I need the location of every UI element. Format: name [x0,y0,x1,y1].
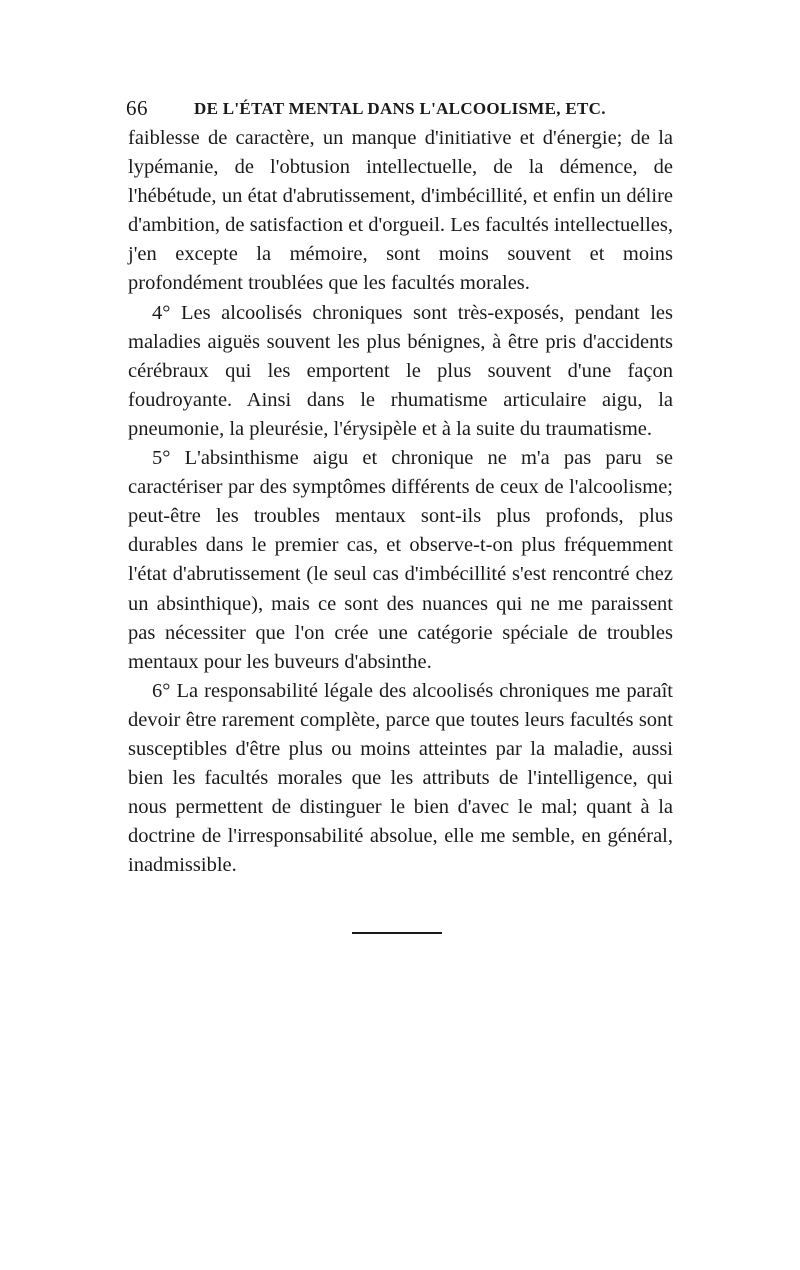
page-number: 66 [126,96,148,120]
end-rule [352,932,442,934]
paragraph-point-6: 6° La responsabilité légale des alcoolisés chroniques me paraît devoir être rarement complète, parce que toutes leurs facultés sont susceptibles d'être plus ou moins atteintes par la maladie, aussi bien les facultés morales que les attributs de l'intelligence, qui nous permettent de distinguer le bien d'avec le mal; quant à la doctrine de l'irresponsabilité absolue, elle me semble, en général, inadmissible. [128,679,673,877]
paragraph-continuation: faiblesse de caractère, un manque d'initiative et d'énergie; de la lypémanie, de l'obtusion intellectuelle, de la démence, de l'hébétude, un état d'abrutissement, d'imbécillité, et enfin un délire d'ambition, de satisfaction et d'orgueil. Les facultés intellectuelles, j'en excepte la mémoire, sont moins souvent et moins profondément troublées que les facultés morales. [128,127,673,295]
running-header [126,96,682,122]
paragraph-point-5: 5° L'absinthisme aigu et chronique ne m'a pas paru se caractériser par des symptômes différents de ceux de l'alcoolisme; peut-être les troubles mentaux sont-ils plus profonds, plus durables dans le premier cas, et observe-t-on plus fréquemment l'état d'abrutissement (le seul cas d'imbécillité s'est rencontré chez un absinthique), mais ce sont des nuances qui ne me paraissent pas nécessiter que l'on crée une catégorie spéciale de troubles mentaux pour les buveurs d'absinthe. [128,447,673,673]
running-title: DE L'ÉTAT MENTAL DANS L'ALCOOLISME, ETC. [194,99,606,118]
body-text [128,124,673,880]
paragraph-point-4: 4° Les alcoolisés chroniques sont très-exposés, pendant les maladies aiguës souvent les plus bénignes, à être pris d'accidents cérébraux qui les emportent le plus souvent d'une façon foudroyante. Ainsi dans le rhumatisme articulaire aigu, la pneumonie, la pleurésie, l'érysipèle et à la suite du traumatisme. [128,301,673,440]
